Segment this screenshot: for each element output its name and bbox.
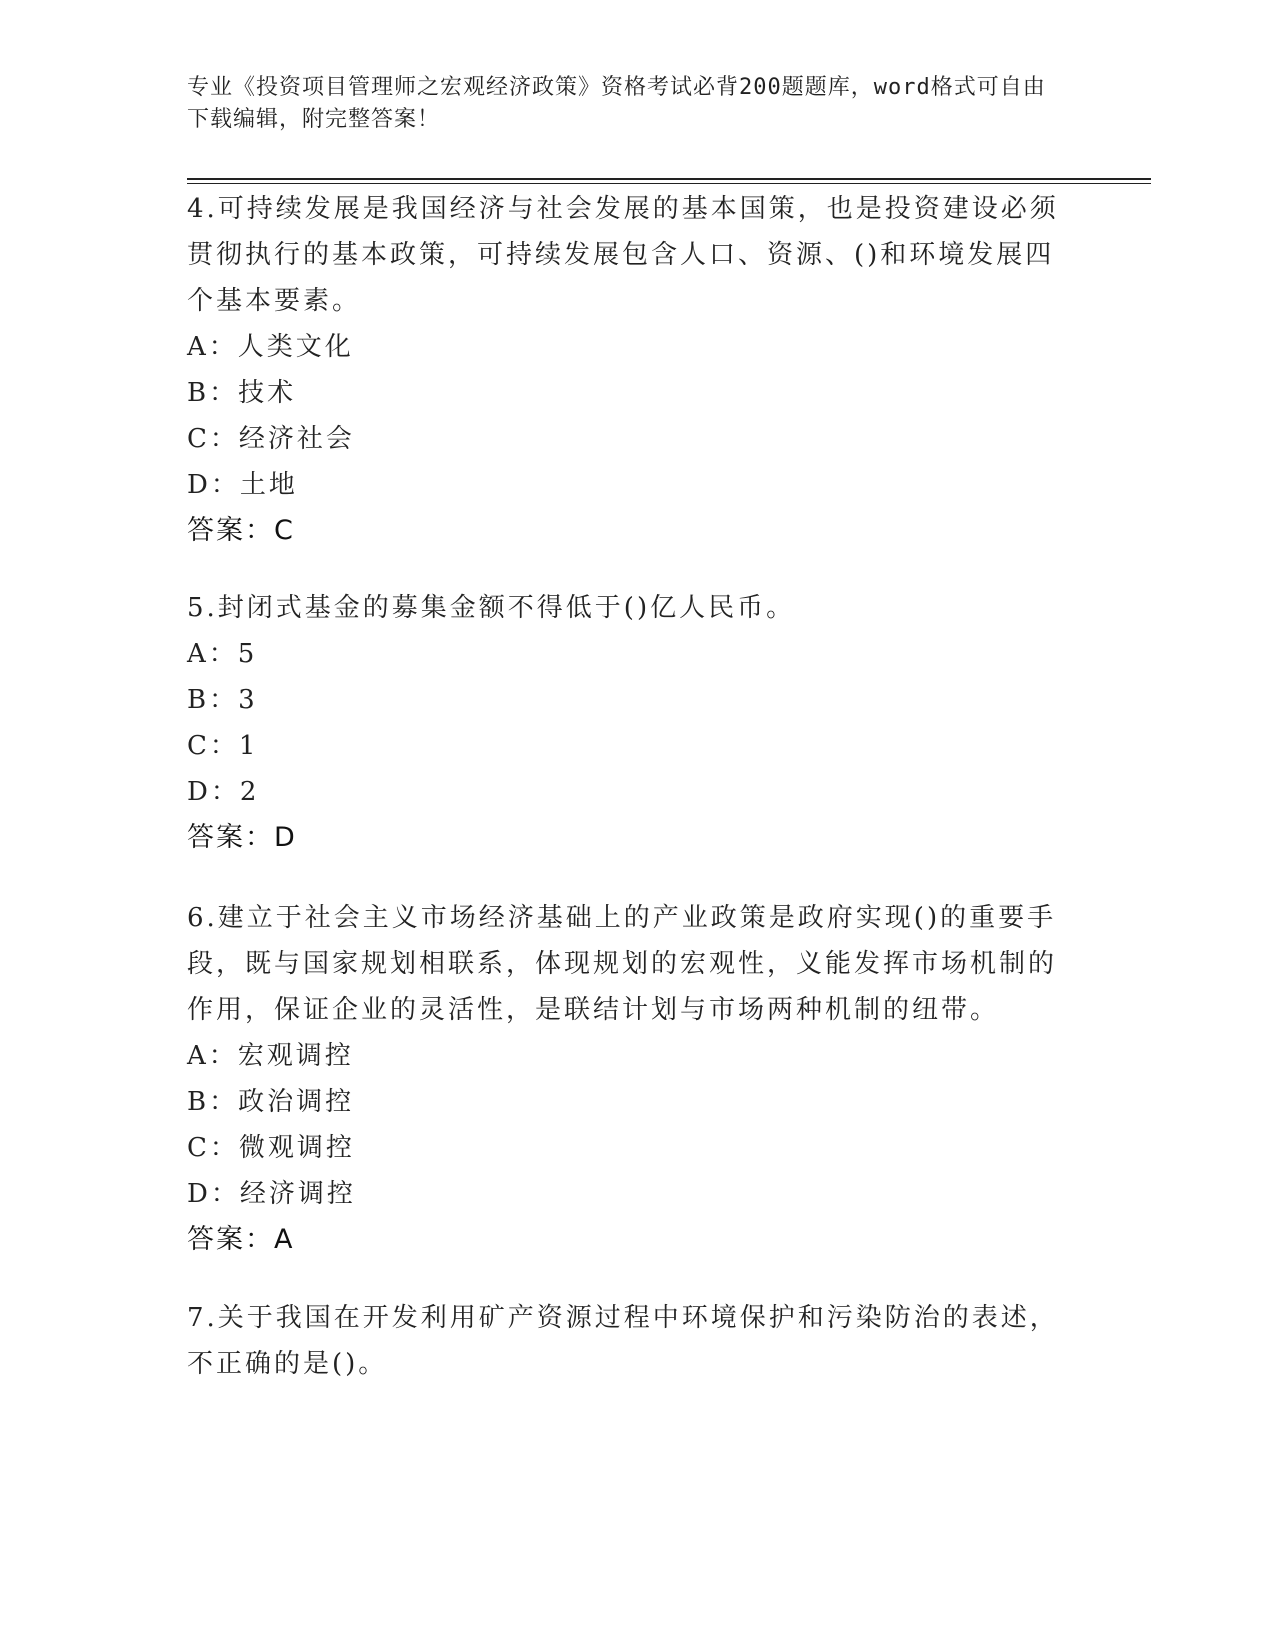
option-b: B：政治调控 — [187, 1087, 355, 1117]
header-divider — [187, 178, 1151, 180]
header-divider-thin — [187, 183, 1151, 184]
question-stem: 5.封闭式基金的募集金额不得低于()亿人民币。 — [187, 593, 796, 623]
option-c: C：经济社会 — [187, 424, 355, 454]
option-d: D：土地 — [187, 470, 298, 500]
option-d: D：2 — [187, 777, 260, 807]
question-stem: 7.关于我国在开发利用矿产资源过程中环境保护和污染防治的表述，不正确的是()。 — [187, 1303, 1059, 1379]
question-stem: 6.建立于社会主义市场经济基础上的产业政策是政府实现()的重要手段，既与国家规划相联系，体现规划的宏观性，义能发挥市场机制的作用，保证企业的灵活性，是联结计划与市场两种机制的纽带。 — [187, 903, 1058, 1025]
question-6 — [187, 895, 1067, 1263]
question-7 — [187, 1295, 1067, 1387]
option-b: B：技术 — [187, 378, 297, 408]
question-5 — [187, 585, 1067, 861]
option-a: A：人类文化 — [187, 332, 354, 362]
option-a: A：宏观调控 — [187, 1041, 354, 1071]
answer: 答案：A — [187, 1224, 295, 1255]
option-c: C：微观调控 — [187, 1133, 355, 1163]
document-header: 专业《投资项目管理师之宏观经济政策》资格考试必背200题题库，word格式可自由下载编辑，附完整答案！ — [187, 75, 1046, 132]
answer: 答案：D — [187, 822, 297, 853]
question-stem: 4.可持续发展是我国经济与社会发展的基本国策，也是投资建设必须贯彻执行的基本政策，可持续发展包含人口、资源、()和环境发展四个基本要素。 — [187, 194, 1059, 316]
option-c: C：1 — [187, 731, 259, 761]
answer: 答案：C — [187, 515, 295, 546]
question-4 — [187, 186, 1067, 554]
option-a: A：5 — [187, 639, 258, 669]
option-b: B：3 — [187, 685, 258, 715]
option-d: D：经济调控 — [187, 1179, 356, 1209]
